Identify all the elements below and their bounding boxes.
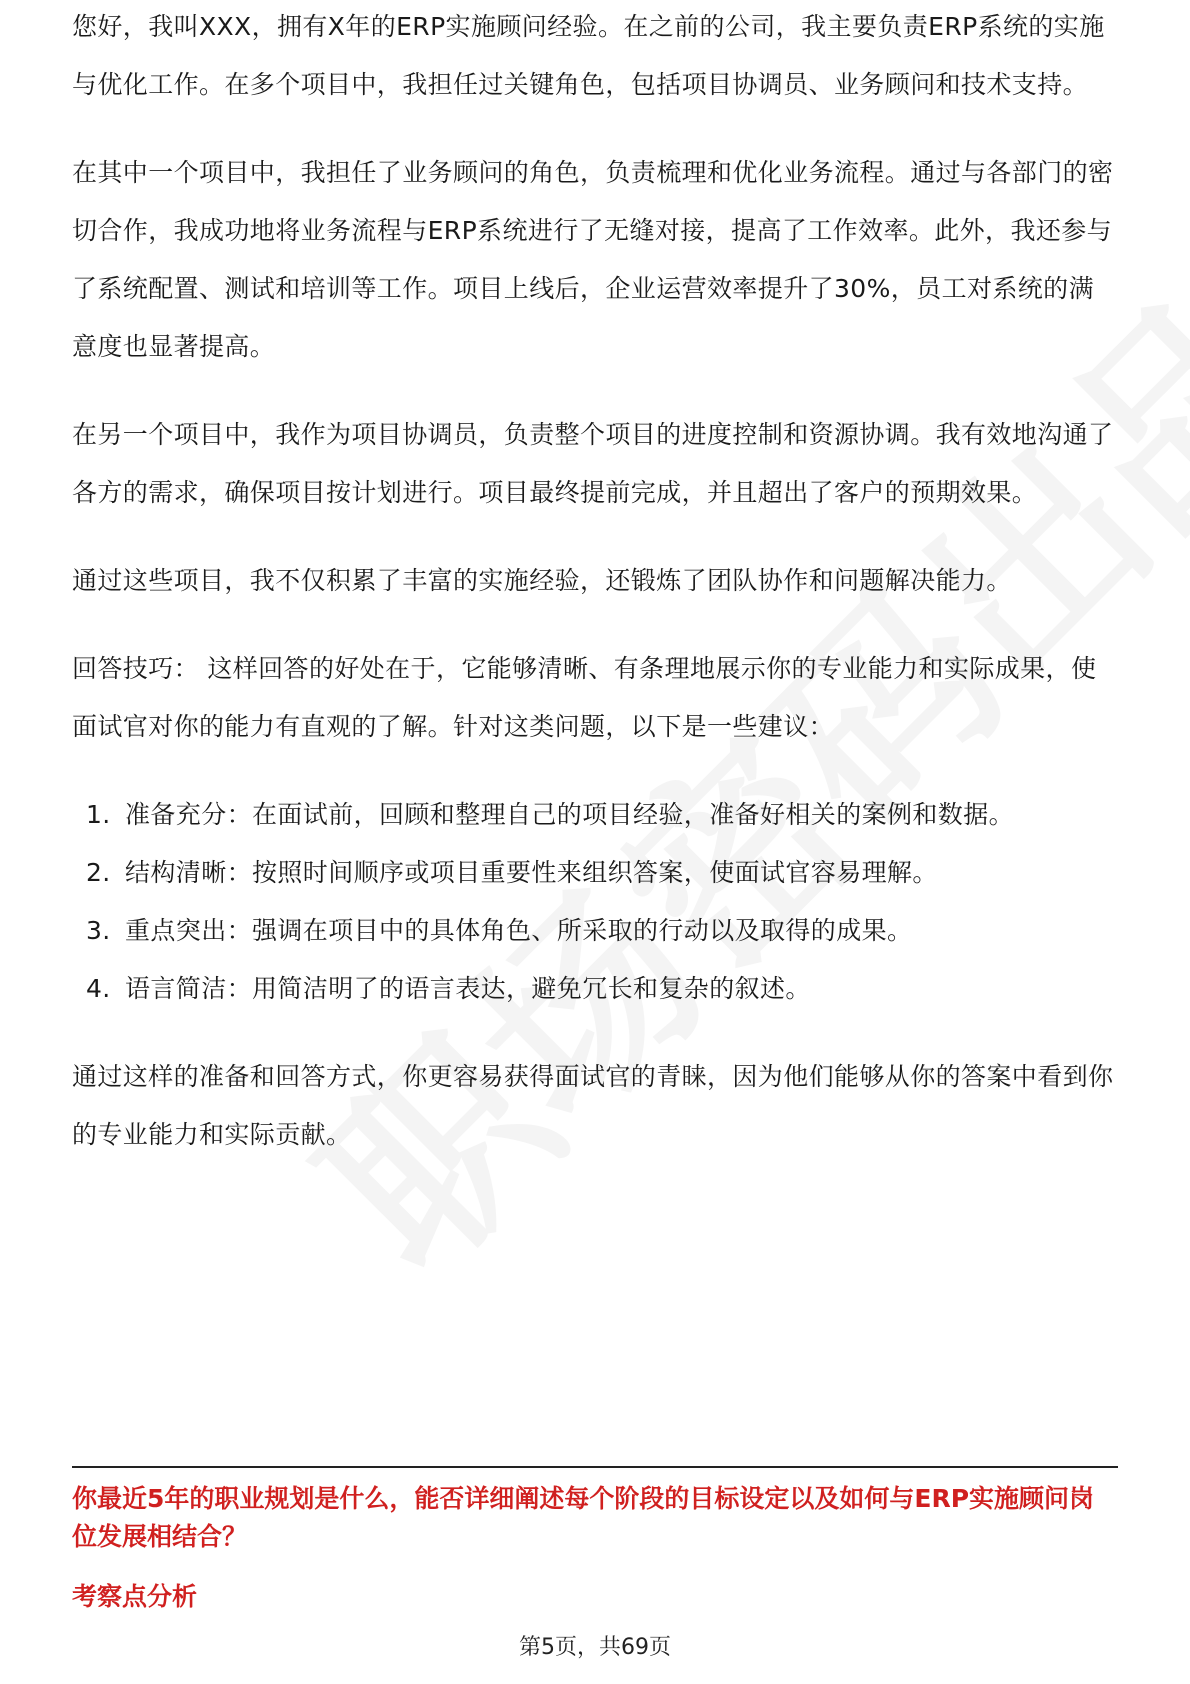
list-item — [72, 960, 1118, 1018]
answer-tips-intro: 回答技巧： 这样回答的好处在于，它能够清晰、有条理地展示你的专业能力和实际成果，使面试官对你的能力有直观的了解。针对这类问题，以下是一些建议： — [72, 654, 1097, 741]
answer-paragraph-3: 在另一个项目中，我作为项目协调员，负责整个项目的进度控制和资源协调。我有效地沟通了各方的需求，确保项目按计划进行。项目最终提前完成，并且超出了客户的预期效果。 — [72, 420, 1114, 507]
list-item-number: 3. — [86, 916, 111, 945]
list-item — [72, 786, 1118, 844]
section-divider — [72, 1466, 1118, 1468]
list-item-text: 结构清晰：按照时间顺序或项目重要性来组织答案，使面试官容易理解。 — [125, 858, 938, 887]
next-question-heading: 你最近5年的职业规划是什么，能否详细阐述每个阶段的目标设定以及如何与ERP实施顾问岗位发展相结合？ — [72, 1484, 1095, 1551]
list-item — [72, 844, 1118, 902]
list-item-text: 语言简洁：用简洁明了的语言表达，避免冗长和复杂的叙述。 — [125, 974, 811, 1003]
list-item-text: 重点突出：强调在项目中的具体角色、所采取的行动以及取得的成果。 — [125, 916, 913, 945]
analysis-section-title: 考察点分析 — [72, 1582, 198, 1611]
content-body — [72, 0, 1118, 1194]
answer-paragraph-4: 通过这些项目，我不仅积累了丰富的实施经验，还锻炼了团队协作和问题解决能力。 — [72, 566, 1012, 595]
answer-paragraph-1: 您好，我叫XXX，拥有X年的ERP实施顾问经验。在之前的公司，我主要负责ERP系统的实施与优化工作。在多个项目中，我担任过关键角色，包括项目协调员、业务顾问和技术支持。 — [72, 12, 1105, 99]
page-footer: 第5页，共69页 — [519, 1635, 671, 1660]
list-item-number: 4. — [86, 974, 111, 1003]
list-item — [72, 902, 1118, 960]
tips-list — [72, 786, 1118, 1018]
list-item-text: 准备充分：在面试前，回顾和整理自己的项目经验，准备好相关的案例和数据。 — [125, 800, 1015, 829]
answer-paragraph-2: 在其中一个项目中，我担任了业务顾问的角色，负责梳理和优化业务流程。通过与各部门的密切合作，我成功地将业务流程与ERP系统进行了无缝对接，提高了工作效率。此外，我还参与了系统配置、测试和培训等工作。项目上线后，企业运营效率提升了30%，员工对系统的满意度也显著提高。 — [72, 158, 1114, 361]
list-item-number: 1. — [86, 800, 111, 829]
closing-paragraph: 通过这样的准备和回答方式，你更容易获得面试官的青睐，因为他们能够从你的答案中看到你的专业能力和实际贡献。 — [72, 1062, 1114, 1149]
list-item-number: 2. — [86, 858, 111, 887]
